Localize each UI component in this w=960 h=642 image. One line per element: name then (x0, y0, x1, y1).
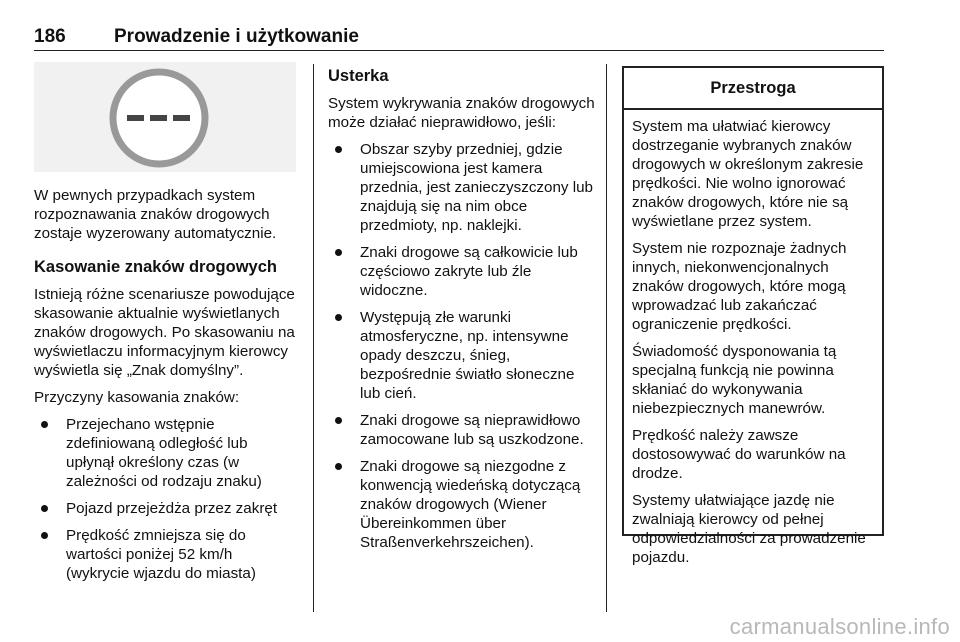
page-header (34, 12, 884, 51)
list-item: Znaki drogowe są całkowicie lub częściowo zakryte lub źle widoczne. (328, 243, 596, 300)
warning-paragraph: System ma ułatwiać kierowcy dostrzeganie wybranych znaków drogowych w określonym zakresie prędkości. Nie wolno ignorować znaków drogowych, które nie są wyświetlane przez system. (632, 118, 864, 230)
default-sign-icon (109, 68, 209, 168)
list-item: Pojazd przejeżdża przez zakręt (34, 499, 296, 518)
left-column (34, 62, 296, 591)
middle-heading: Usterka (328, 67, 389, 85)
middle-bullet-list (328, 140, 596, 552)
list-item: Przejechano wstępnie zdefiniowaną odległość lub upłynął określony czas (w zależności od rodzaju znaku) (34, 415, 296, 491)
warning-paragraph: Świadomość dysponowania tą specjalną funkcją nie powinna skłaniać do wykonywania niebezpiecznych manewrów. (632, 343, 837, 417)
list-item: Występują złe warunki atmosferyczne, np. intensywne opady deszczu, śnieg, bezpośrednie światło słoneczne lub cień. (328, 308, 596, 403)
page-number: 186 (34, 26, 66, 47)
warning-paragraph: Prędkość należy zawsze dostosowywać do warunków na drodze. (632, 427, 846, 482)
column-divider (606, 64, 607, 612)
warning-paragraph: System nie rozpoznaje żadnych innych, niekonwencjonalnych znaków drogowych, które mogą wprowadzać lub zakańczać ograniczenie prędkości. (632, 240, 847, 333)
list-item: Obszar szyby przedniej, gdzie umiejscowiona jest kamera przednia, jest zanieczyszczony lub znajdują się na nim obce przedmioty, np. naklejki. (328, 140, 596, 235)
left-intro: W pewnych przypadkach system rozpoznawania znaków drogowych zostaje wyzerowany automatycznie. (34, 187, 277, 242)
list-item: Prędkość zmniejsza się do wartości poniżej 52 km/h (wykrycie wjazdu do miasta) (34, 526, 296, 583)
list-item: Znaki drogowe są niezgodne z konwencją wiedeńską dotyczącą znaków drogowych (Wiener Übereinkommen über Straßenverkehrszeichen). (328, 457, 596, 552)
column-divider (313, 64, 314, 612)
bullet-icon (335, 417, 342, 424)
left-paragraph: Istnieją różne scenariusze powodujące skasowanie aktualnie wyświetlanych znaków drogowych. Po skasowaniu na wyświetlaczu informacyjnym kierowcy wyświetla się „Znak domyślny”. (34, 286, 295, 379)
bullet-icon (41, 505, 48, 512)
bullet-icon (41, 532, 48, 539)
bullet-icon (335, 146, 342, 153)
watermark: carmanualsonline.info (729, 614, 950, 639)
middle-intro: System wykrywania znaków drogowych może działać nieprawidłowo, jeśli: (328, 95, 595, 131)
bullet-icon (41, 421, 48, 428)
warning-title: Przestroga (624, 68, 882, 110)
bullet-icon (335, 249, 342, 256)
warning-box (622, 66, 884, 566)
warning-body (624, 110, 882, 567)
list-item: Znaki drogowe są nieprawidłowo zamocowane lub są uszkodzone. (328, 411, 596, 449)
warning-paragraph: Systemy ułatwiające jazdę nie zwalniają kierowcy od pełnej odpowiedzialności za prowadzenie pojazdu. (632, 492, 866, 566)
left-heading: Kasowanie znaków drogowych (34, 258, 277, 276)
bullet-icon (335, 463, 342, 470)
left-bullet-list (34, 415, 296, 583)
default-sign-figure (34, 62, 296, 172)
page-title: Prowadzenie i użytkowanie (114, 26, 359, 47)
middle-column (328, 66, 596, 560)
bullet-icon (335, 314, 342, 321)
left-causes-intro: Przyczyny kasowania znaków: (34, 389, 240, 406)
